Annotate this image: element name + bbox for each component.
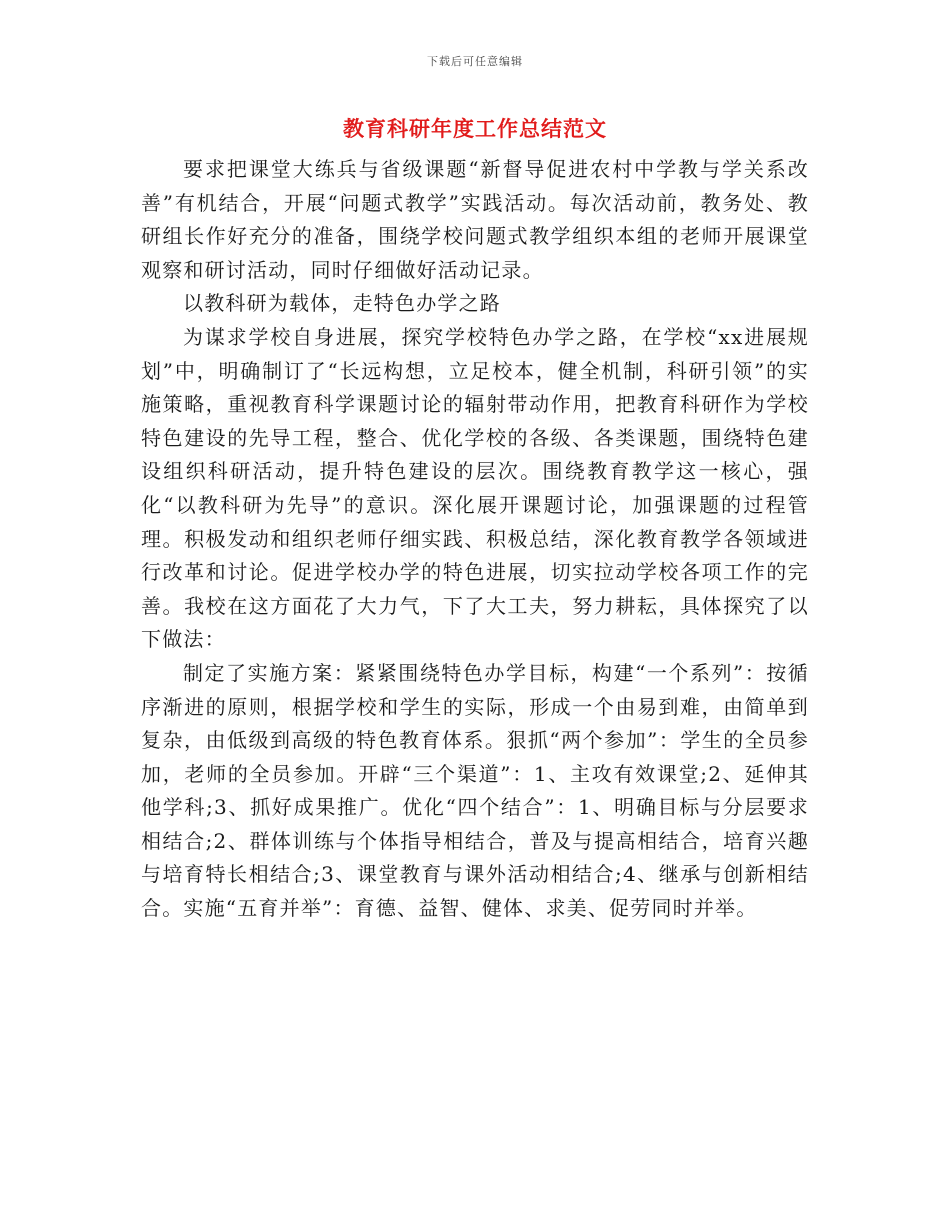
- paragraph-2: 为谋求学校自身进展，探究学校特色办学之路，在学校“xx进展规划”中，明确制订了“长远构想，立足校本，健全机制，科研引领”的实施策略，重视教育科学课题讨论的辐射带动作用，把教育科研作为学校特色建设的先导工程，整合、优化学校的各级、各类课题，围绕特色建设组织科研活动，提升特色建设的层次。围绕教育教学这一核心，强化“以教科研为先导”的意识。深化展开课题讨论，加强课题的过程管理。积极发动和组织老师仔细实践、积极总结，深化教育教学各领域进行改革和讨论。促进学校办学的特色进展，切实拉动学校各项工作的完善。我校在这方面花了大力气，下了大工夫，努力耕耘，具体探究了以下做法：: [141, 324, 809, 652]
- paragraph-3: 制定了实施方案：紧紧围绕特色办学目标，构建“一个系列”：按循序渐进的原则，根据学校和学生的实际，形成一个由易到难，由简单到复杂，由低级到高级的特色教育体系。狠抓“两个参加”：学生的全员参加，老师的全员参加。开辟“三个渠道”：1、主攻有效课堂;2、延伸其他学科;3、抓好成果推广。优化“四个结合”：1、明确目标与分层要求相结合;2、群体训练与个体指导相结合，普及与提高相结合，培育兴趣与培育特长相结合;3、课堂教育与课外活动相结合;4、继承与创新相结合。实施“五育并举”：育德、益智、健体、求美、促劳同时并举。: [141, 660, 809, 921]
- document-title: 教育科研年度工作总结范文: [343, 116, 607, 141]
- document-body: [141, 153, 809, 926]
- header-note: 下载后可任意编辑: [427, 55, 523, 68]
- paragraph-1: 要求把课堂大练兵与省级课题“新督导促进农村中学教与学关系改善”有机结合，开展“问题式教学”实践活动。每次活动前，教务处、教研组长作好充分的准备，围绕学校问题式教学组织本组的老师开展课堂观察和研讨活动，同时仔细做好活动记录。: [141, 157, 809, 282]
- section-heading: 以教科研为载体，走特色办学之路: [183, 291, 501, 316]
